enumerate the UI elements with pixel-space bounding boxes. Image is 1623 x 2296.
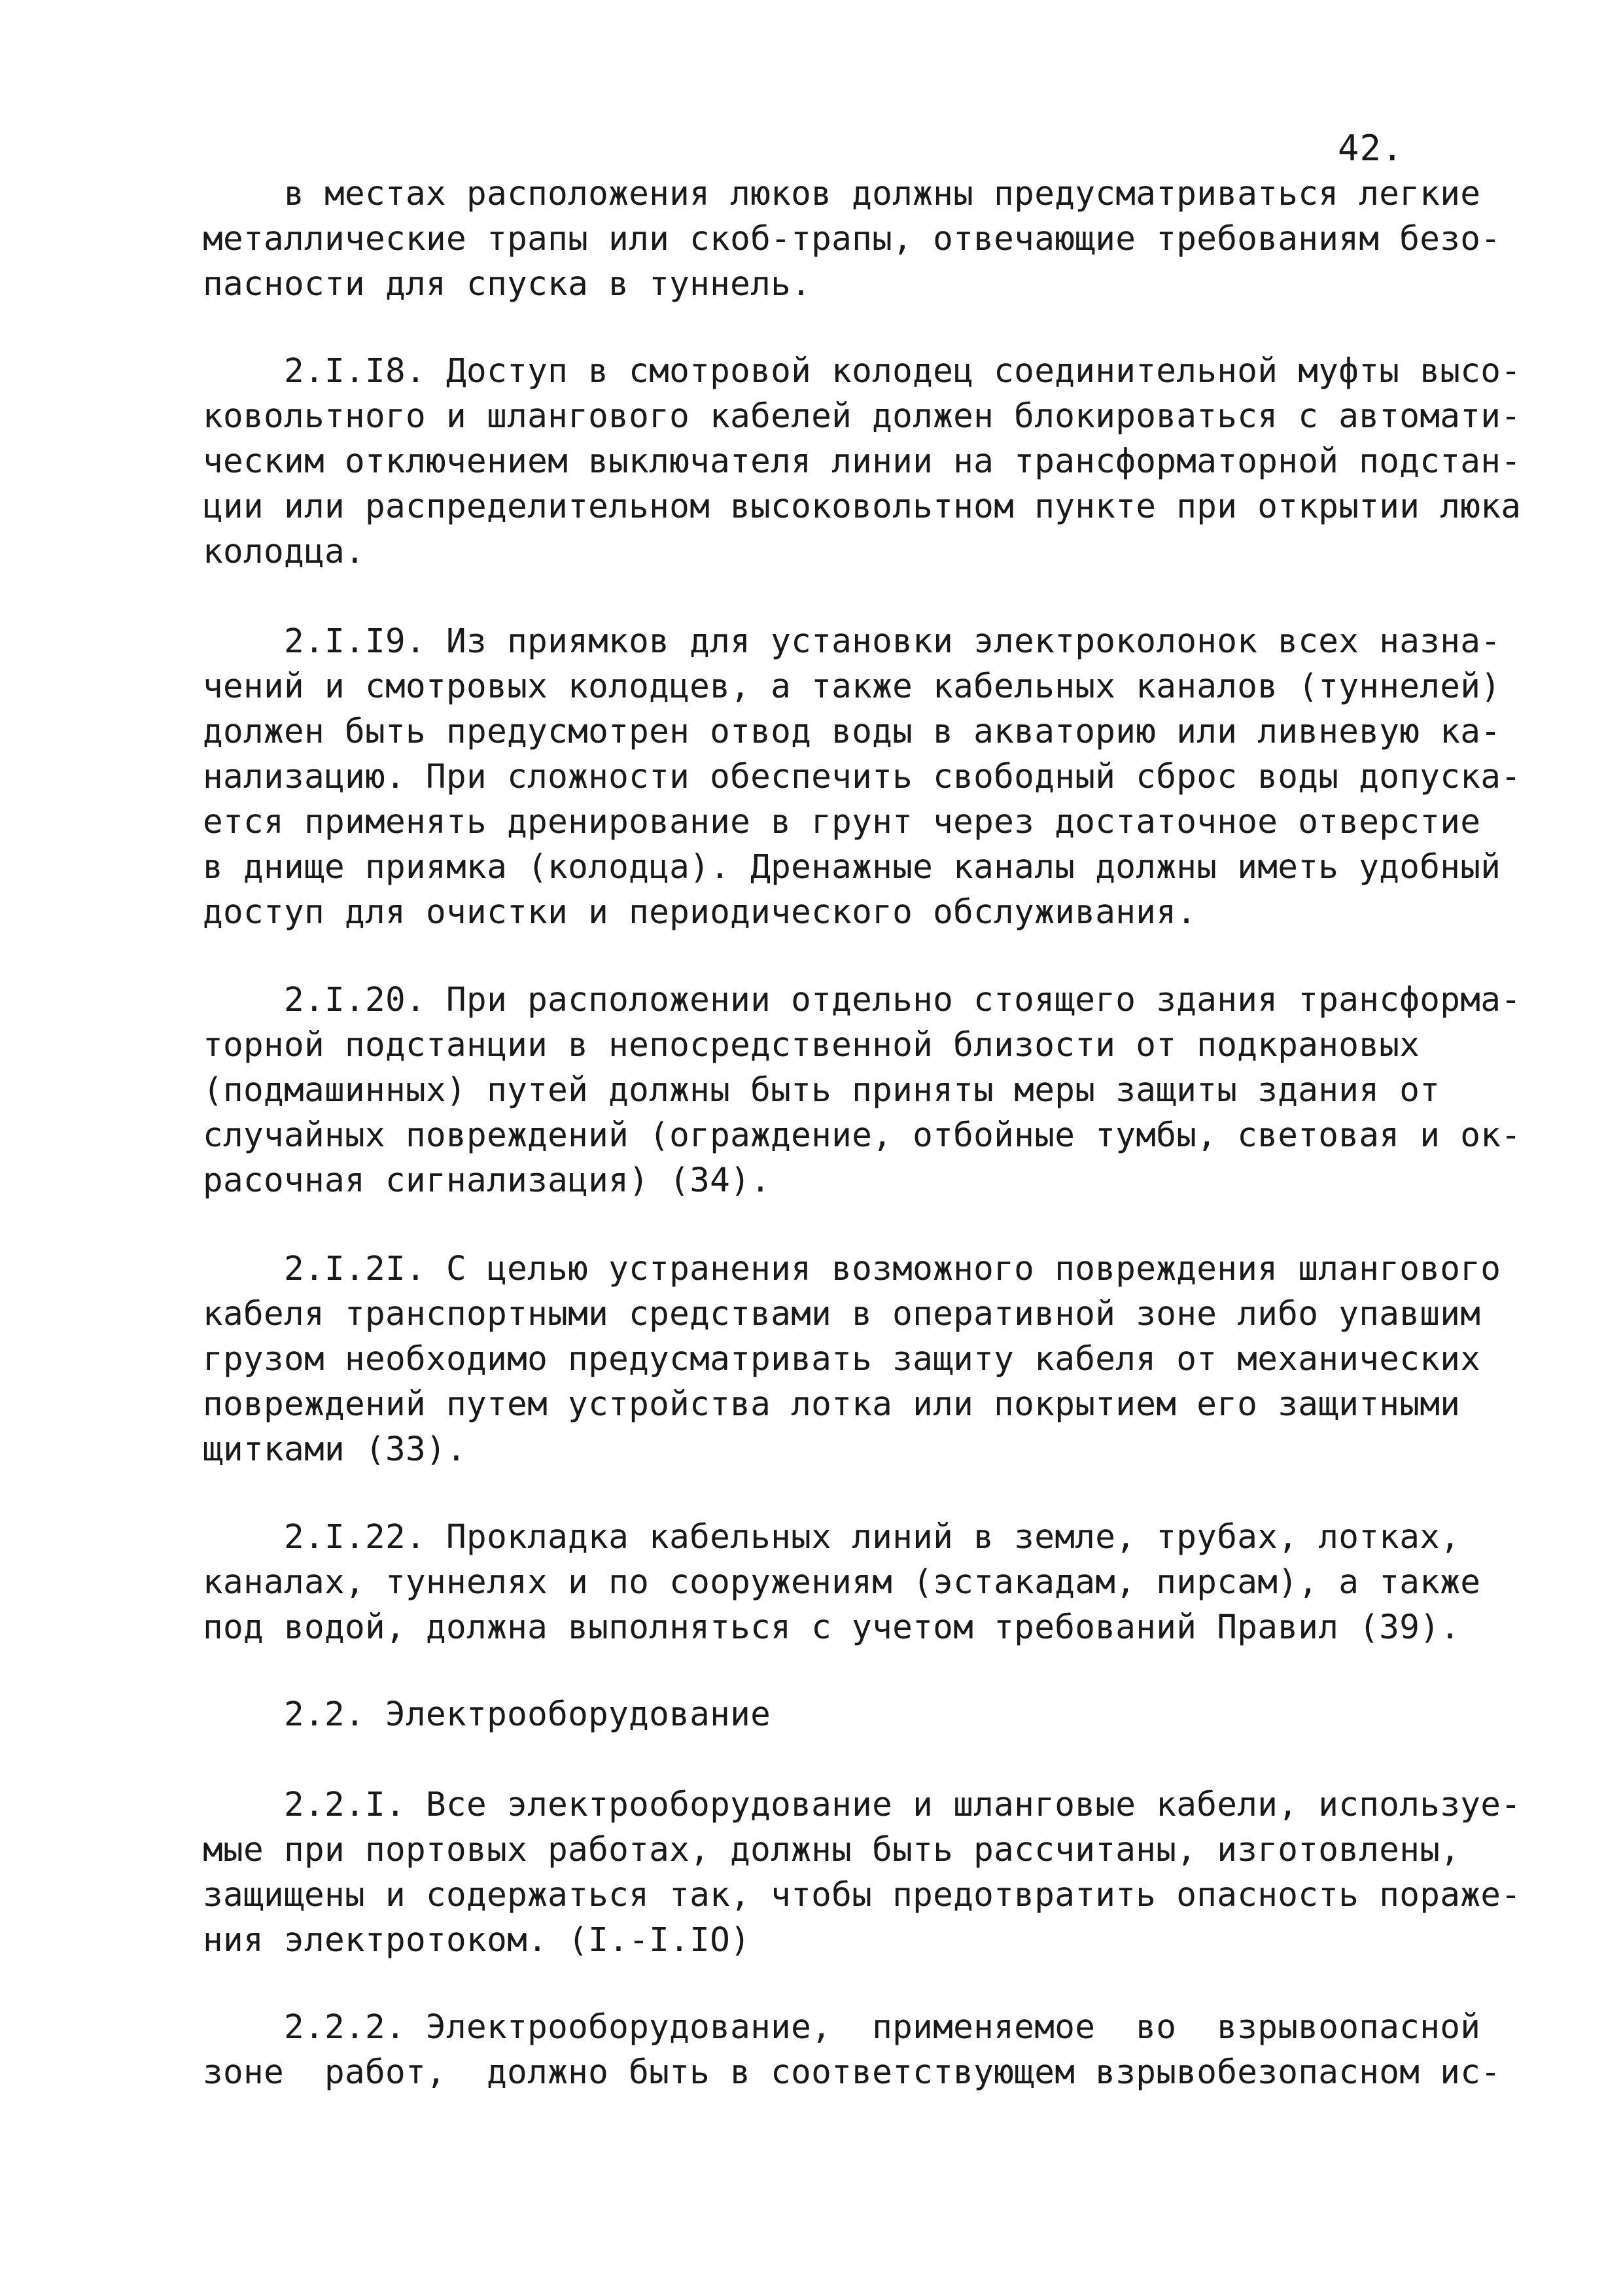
paragraph-2-1-22 xyxy=(203,1515,1480,1650)
text-line: ческим отключением выключателя линии на трансформаторной подстан- xyxy=(203,442,1522,481)
paragraph-2-1-20 xyxy=(203,978,1521,1203)
text-line: грузом необходимо предусматривать защиту кабеля от механических xyxy=(203,1340,1481,1379)
text-line: ции или распределительном высоковольтном пункте при открытии люка xyxy=(203,487,1522,526)
text-line: 2.I.I9. Из приямков для установки электроколонок всех назна- xyxy=(203,622,1501,661)
text-line: защищены и содержаться так, чтобы предотвратить опасность пораже- xyxy=(203,1876,1522,1915)
text-line: 2.I.20. При расположении отдельно стоящего здания трансформа- xyxy=(203,981,1522,1019)
text-line: повреждений путем устройства лотка или покрытием его защитными xyxy=(203,1385,1461,1424)
text-line: 2.2.2. Электрооборудование, применяемое во взрывоопасной xyxy=(203,2008,1481,2047)
text-line: расочная сигнализация) (34). xyxy=(203,1161,771,1200)
text-line: ется применять дренирование в грунт через достаточное отверстие xyxy=(203,803,1481,841)
text-line: пасности для спуска в туннель. xyxy=(203,265,812,304)
text-line: ния электротоком. (I.-I.IO) xyxy=(203,1921,751,1960)
text-line: в днище приямка (колодца). Дренажные каналы должны иметь удобный xyxy=(203,848,1501,887)
text-line: (подмашинных) путей должны быть приняты меры защиты здания от xyxy=(203,1071,1440,1110)
paragraph-2-2-1 xyxy=(203,1782,1521,1963)
text-line: случайных повреждений (ограждение, отбойные тумбы, световая и ок- xyxy=(203,1116,1522,1155)
text-line: мые при портовых работах, должны быть рассчитаны, изготовлены, xyxy=(203,1831,1461,1869)
text-line: 2.2.I. Все электрооборудование и шланговые кабели, используе- xyxy=(203,1786,1522,1824)
text-line: торной подстанции в непосредственной близости от подкрановых xyxy=(203,1026,1420,1065)
text-line: должен быть предусмотрен отвод воды в акваторию или ливневую ка- xyxy=(203,713,1501,751)
section-heading: 2.2. Электрооборудование xyxy=(203,1695,771,1734)
paragraph-2-1-19 xyxy=(203,619,1521,935)
text-line: под водой, должна выполняться с учетом требований Правил (39). xyxy=(203,1608,1461,1647)
text-line: щитками (33). xyxy=(203,1430,467,1469)
paragraph-2-1-21 xyxy=(203,1246,1501,1472)
text-line: 2.I.22. Прокладка кабельных линий в земле, трубах, лотках, xyxy=(203,1518,1461,1557)
page-number: 42. xyxy=(1338,128,1404,169)
text-line: нализацию. При сложности обеспечить свободный сброс воды допуска- xyxy=(203,758,1522,796)
paragraph-2-1-18 xyxy=(203,349,1521,574)
text-line: доступ для очистки и периодического обслуживания. xyxy=(203,893,1197,932)
text-line: кабеля транспортными средствами в оперативной зоне либо упавшим xyxy=(203,1295,1481,1333)
paragraph-2-2-2 xyxy=(203,2005,1501,2095)
text-line: 2.I.2I. С целью устранения возможного повреждения шлангового xyxy=(203,1250,1501,1288)
text-line: чений и смотровых колодцев, а также кабельных каналов (туннелей) xyxy=(203,667,1501,706)
text-line: 2.I.I8. Доступ в смотровой колодец соединительной муфты высо- xyxy=(203,352,1522,391)
text-line: ковольтного и шлангового кабелей должен блокироваться с автомати- xyxy=(203,397,1522,436)
text-line: зоне работ, должно быть в соответствующем взрывобезопасном ис- xyxy=(203,2053,1501,2092)
section-heading-2-2 xyxy=(203,1692,771,1737)
text-line: колодца. xyxy=(203,533,366,571)
text-line: металлические трапы или скоб-трапы, отвечающие требованиям безо- xyxy=(203,220,1501,258)
text-line: каналах, туннелях и по сооружениям (эстакадам, пирсам), а также xyxy=(203,1563,1481,1602)
text-line: в местах расположения люков должны предусматриваться легкие xyxy=(203,175,1481,213)
paragraph-continuation xyxy=(203,171,1501,307)
